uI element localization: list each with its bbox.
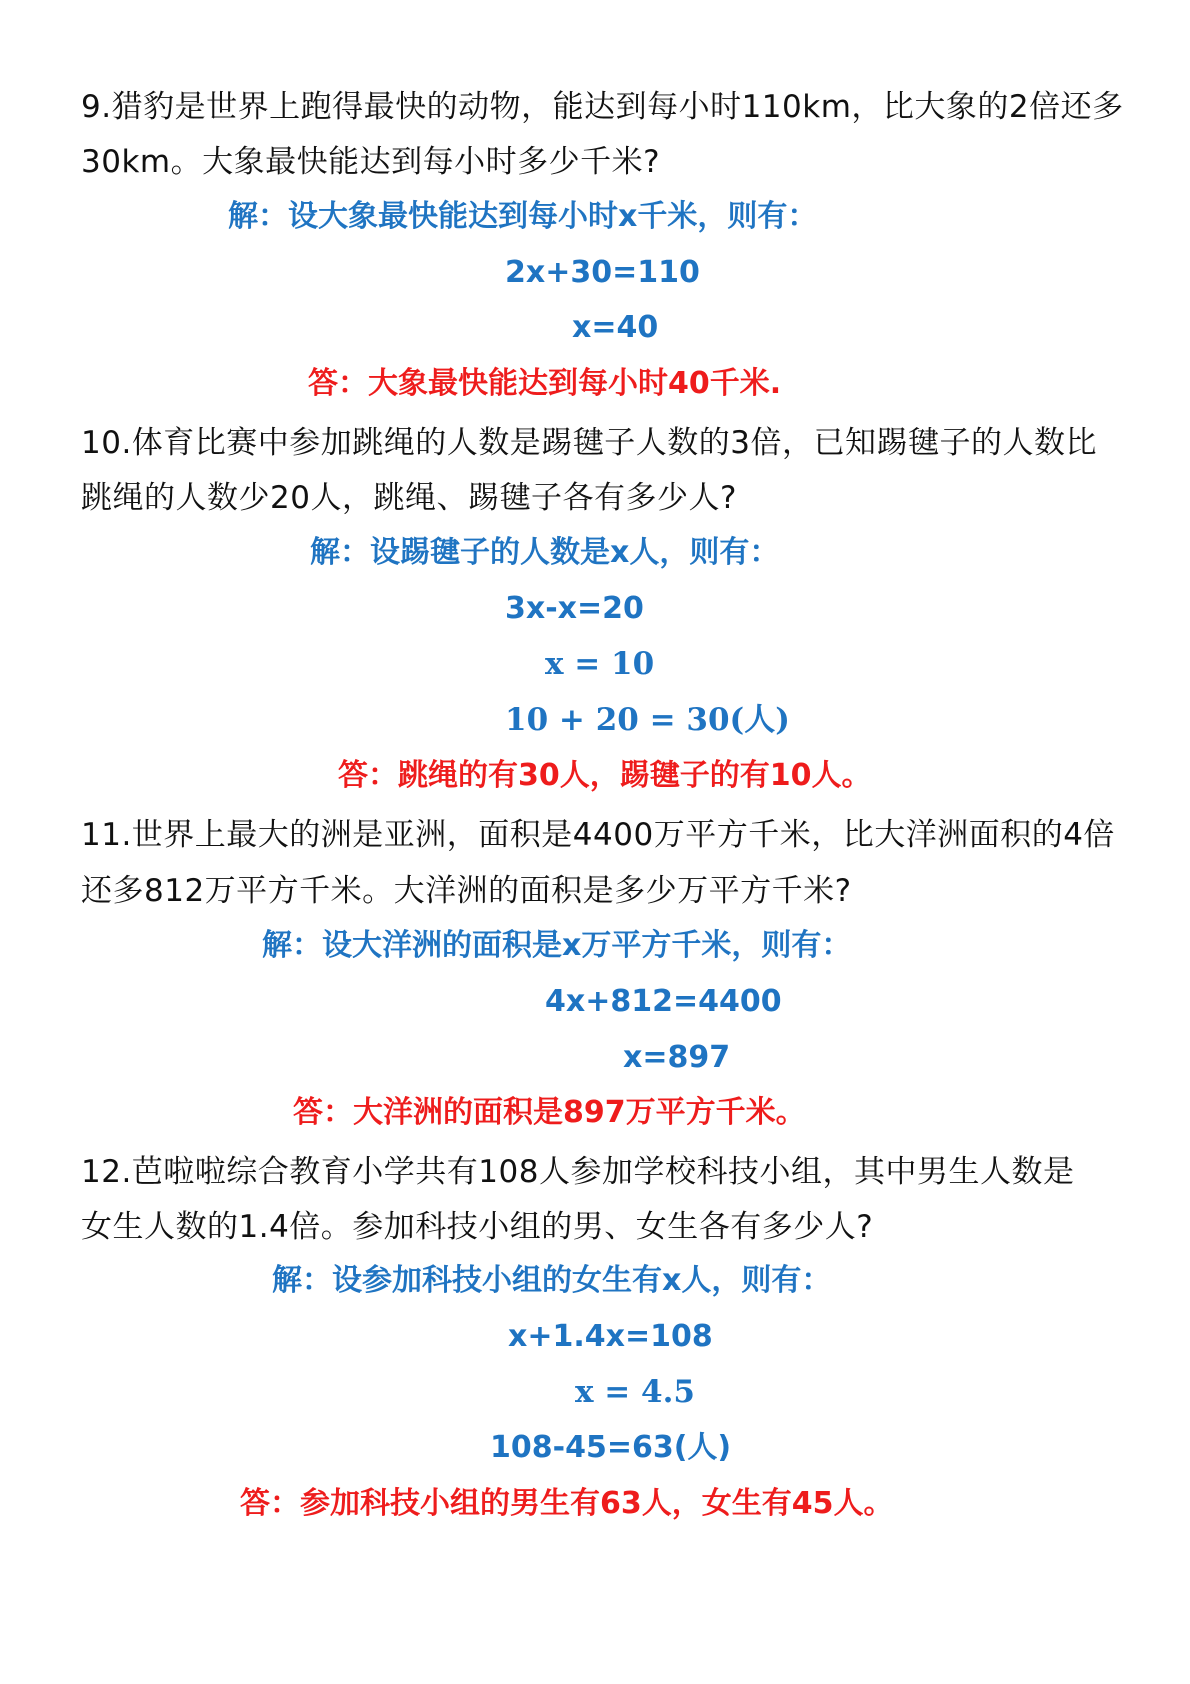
problem-10-step-1: 3x-x=20 <box>505 591 644 626</box>
problem-12-question-line-1: 12.芭啦啦综合教育小学共有108人参加学校科技小组，其中男生人数是 <box>81 1154 1075 1190</box>
problem-9-step-1: 2x+30=110 <box>505 255 700 290</box>
problem-10-question-line-1: 10.体育比赛中参加跳绳的人数是踢毽子人数的3倍，已知踢毽子的人数比 <box>81 425 1098 461</box>
problem-12-answer: 答：参加科技小组的男生有63人，女生有45人。 <box>240 1486 894 1521</box>
problem-11-step-1: 4x+812=4400 <box>545 984 782 1019</box>
problem-10-solution-intro: 解：设踢毽子的人数是x人，则有： <box>310 535 780 570</box>
problem-12-step-3: 108-45=63(人) <box>490 1430 732 1465</box>
problem-9-question-line-2: 30km。大象最快能达到每小时多少千米? <box>81 144 661 180</box>
problem-10-question-line-2: 跳绳的人数少20人，跳绳、踢毽子各有多少人? <box>81 480 737 516</box>
problem-12-step-1: x+1.4x=108 <box>508 1319 713 1354</box>
problem-11-question-line-2: 还多812万平方千米。大洋洲的面积是多少万平方千米? <box>81 873 852 909</box>
problem-9-step-2: x=40 <box>572 310 659 345</box>
problem-11-solution-intro: 解：设大洋洲的面积是x万平方千米，则有： <box>262 928 852 963</box>
problem-10-answer: 答：跳绳的有30人，踢毽子的有10人。 <box>338 758 872 793</box>
problem-11-answer: 答：大洋洲的面积是897万平方千米。 <box>293 1095 806 1130</box>
problem-12-solution-intro: 解：设参加科技小组的女生有x人，则有： <box>272 1263 832 1298</box>
problem-9-question-line-1: 9.猎豹是世界上跑得最快的动物，能达到每小时110km，比大象的2倍还多 <box>81 89 1124 125</box>
problem-11-step-2: x=897 <box>623 1040 731 1075</box>
problem-10-step-2: x = 10 <box>545 646 655 682</box>
problem-9-answer: 答：大象最快能达到每小时40千米. <box>308 366 782 401</box>
problem-10-step-3: 10 + 20 = 30(人) <box>505 702 790 738</box>
problem-11-question-line-1: 11.世界上最大的洲是亚洲，面积是4400万平方千米，比大洋洲面积的4倍 <box>81 817 1115 853</box>
problem-12-step-2: x = 4.5 <box>575 1374 695 1410</box>
problem-9-solution-intro: 解：设大象最快能达到每小时x千米，则有： <box>228 199 818 234</box>
problem-12-question-line-2: 女生人数的1.4倍。参加科技小组的男、女生各有多少人? <box>81 1209 874 1245</box>
